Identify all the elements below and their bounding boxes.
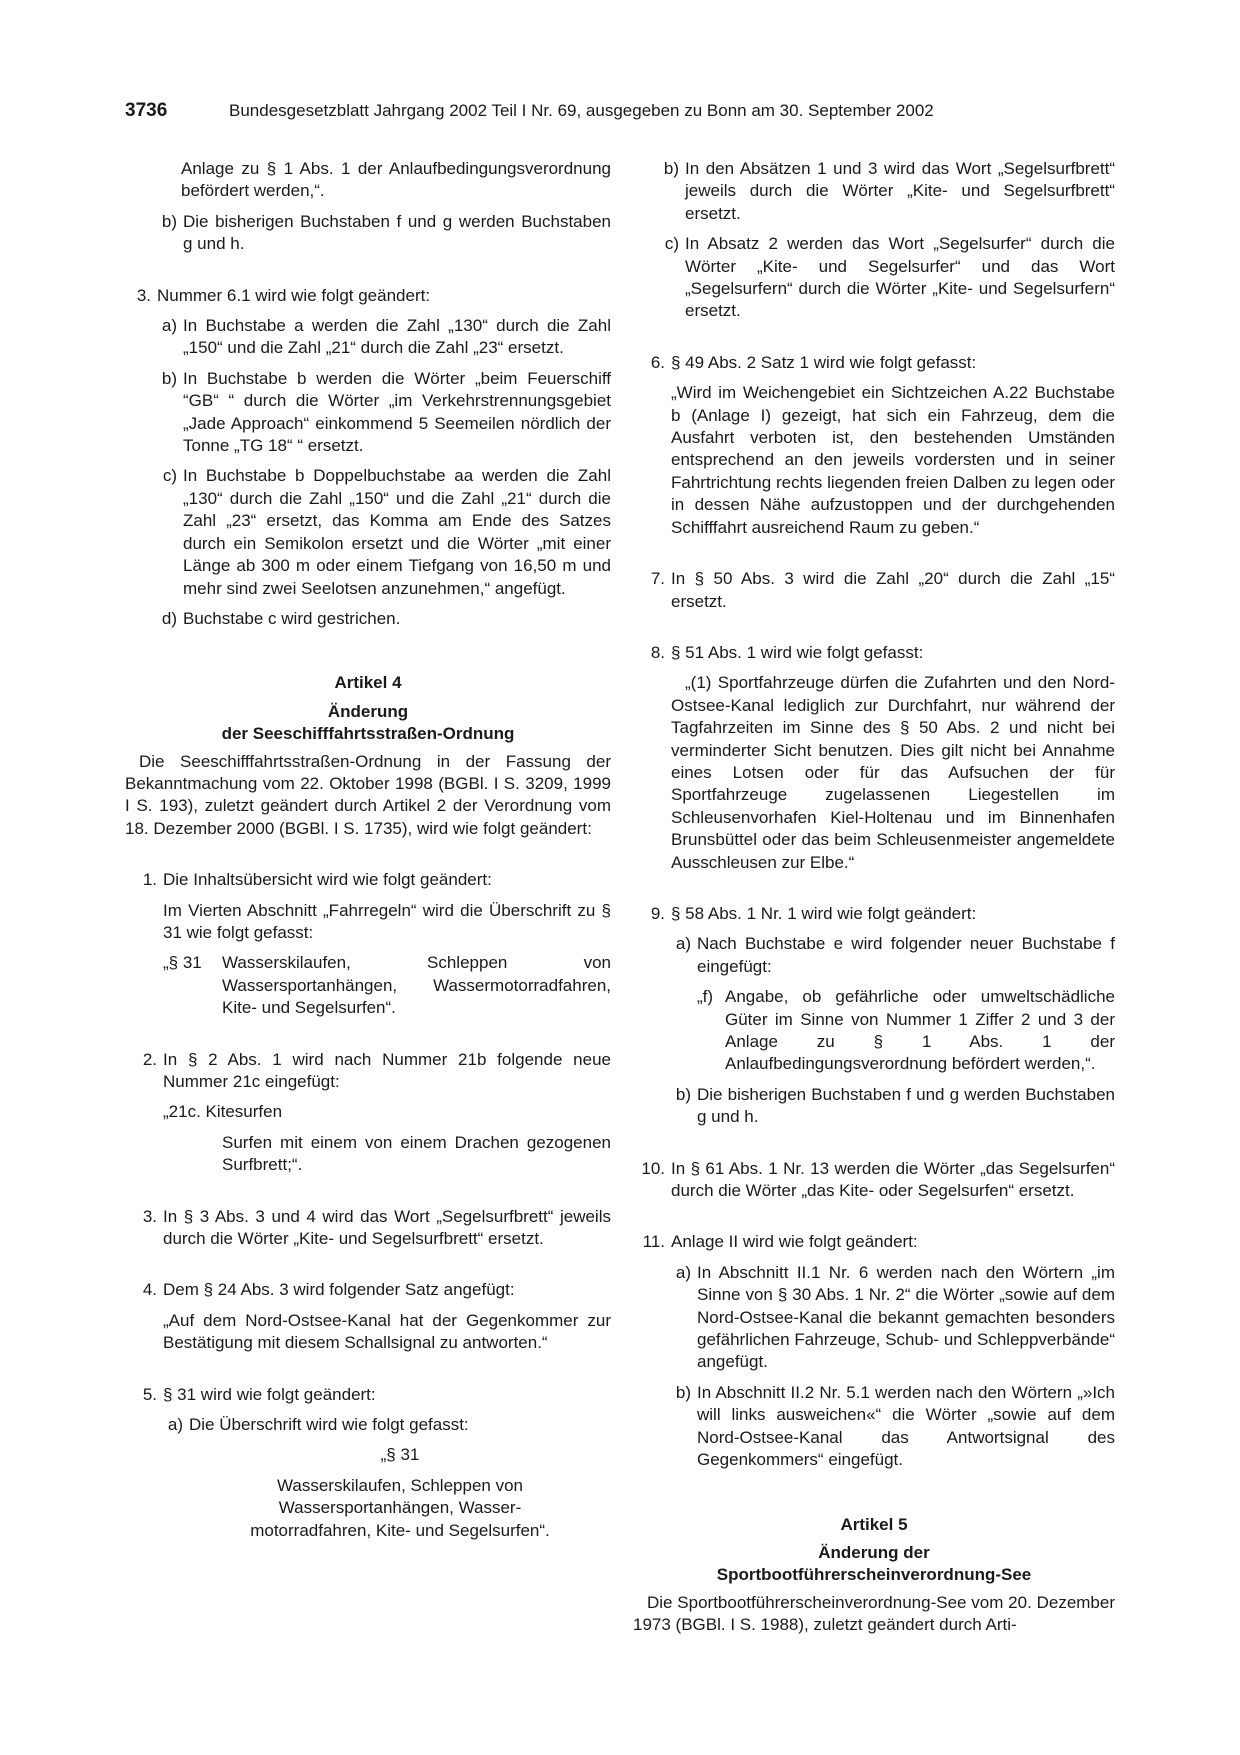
quote-text: Surfen mit einem von einem Drachen gezogenen Surfbrett;“.: [222, 1132, 611, 1175]
list-item: [633, 642, 1115, 664]
item-label: c): [162, 466, 177, 486]
list-item: [633, 903, 1115, 925]
page-number: 3736: [125, 100, 168, 121]
article-label: Artikel 4: [334, 673, 402, 693]
left-column: [125, 158, 611, 1542]
quote-label: „§ 31: [163, 953, 202, 973]
item-label: 6.: [650, 352, 665, 372]
item-label: 2.: [142, 1049, 157, 1069]
list-item: [671, 933, 1115, 978]
list-item: [131, 1279, 611, 1301]
right-column: [633, 158, 1115, 1637]
list-item: [157, 368, 611, 458]
item-label: b): [675, 1084, 691, 1104]
list-item: [633, 1158, 1115, 1203]
page-header: [125, 100, 1115, 126]
item-text: Die bisherigen Buchstaben f und g werden Buchstaben g und h.: [697, 1084, 1115, 1127]
item-label: 5.: [142, 1384, 157, 1404]
quote-text: Wassersportanhängen, Wasser-: [278, 1498, 522, 1518]
list-item: [659, 233, 1115, 323]
article-title: der Seeschifffahrtsstraßen-Ordnung: [221, 724, 515, 744]
quote-text: Angabe, ob gefährliche oder umweltschädliche Güter im Sinne von Nummer 1 Ziffer 2 und 3 der Anlage zu § 1 Abs. 1 der Anlaufbedingungsverordnung befördert werden,“.: [725, 987, 1115, 1074]
quote-item: [163, 952, 611, 1019]
item-text: In § 61 Abs. 1 Nr. 13 werden die Wörter „das Segelsurfen“ durch die Wörter „das Kite- oder Segelsurfen“ ersetzt.: [671, 1158, 1115, 1201]
list-item: [157, 608, 611, 630]
item-label: d): [161, 608, 177, 628]
item-text: In § 3 Abs. 3 und 4 wird das Wort „Segelsurfbrett“ jeweils durch die Wörter „Kite- und Segelsurfbrett“ ersetzt.: [163, 1206, 611, 1249]
quote-text: motorradfahren, Kite- und Segelsurfen“.: [250, 1520, 550, 1540]
article-intro: Die Seeschifffahrtsstraßen-Ordnung in der Fassung der Bekanntmachung vom 22. Oktober 1998 (BGBl. I S. 3209, 1999 I S. 193), zuletzt geändert durch Artikel 2 der Verordnung vom 18. Dezember 2000 (BGBl. I S. 1735), wird wie folgt geändert:: [125, 751, 611, 838]
item-label: a): [167, 1415, 183, 1435]
item-label: 3.: [142, 1206, 157, 1226]
list-item: [131, 1384, 611, 1406]
item-text: In den Absätzen 1 und 3 wird das Wort „Segelsurfbrett“ jeweils durch die Wörter „Kite- und Segelsurfbrett“ ersetzt.: [685, 159, 1115, 223]
list-item: [131, 869, 611, 891]
header-title: Bundesgesetzblatt Jahrgang 2002 Teil I Nr. 69, ausgegeben zu Bonn am 30. September 2002: [229, 101, 934, 120]
list-item: [633, 1231, 1115, 1253]
list-item: [671, 1382, 1115, 1472]
list-item: [633, 568, 1115, 613]
list-item: [671, 1262, 1115, 1374]
item-label: b): [161, 211, 177, 231]
item-label: 4.: [142, 1280, 157, 1300]
item-text: § 51 Abs. 1 wird wie folgt gefasst:: [671, 642, 924, 662]
quote-text: „21c. Kitesurfen: [163, 1102, 283, 1122]
item-label: b): [663, 159, 679, 178]
continued-text: Anlage zu § 1 Abs. 1 der Anlaufbedingungsverordnung befördert werden,“.: [181, 159, 611, 201]
item-label: b): [675, 1382, 691, 1402]
article-title: Änderung: [327, 701, 409, 721]
item-label: c): [664, 234, 679, 254]
item-text: In Buchstabe b werden die Wörter „beim Feuerschiff “GB“ “ durch die Wörter „im Verkehrstrennungsgebiet „Jade Approach“ einkommend 5 Seemeilen nördlich der Tonne „TG 18“ “ ersetzt.: [183, 368, 611, 456]
list-item: [671, 1084, 1115, 1129]
article-title: Änderung der: [818, 1542, 930, 1562]
item-text: In Abschnitt II.2 Nr. 5.1 werden nach den Wörtern „»Ich will links ausweichen«“ die Wörter „sowie auf dem Nord-Ostsee-Kanal das Antwortsignal des Gegenkommers“ eingefügt.: [697, 1382, 1115, 1470]
quote-heading: „§ 31: [380, 1445, 420, 1465]
list-item: [125, 285, 611, 307]
list-item: [633, 352, 1115, 374]
item-text: § 58 Abs. 1 Nr. 1 wird wie folgt geändert:: [671, 903, 977, 923]
item-text: Die Inhaltsübersicht wird wie folgt geändert:: [163, 870, 492, 890]
item-label: a): [675, 1262, 691, 1282]
sub-text: Im Vierten Abschnitt „Fahrregeln“ wird die Überschrift zu § 31 wie folgt gefasst:: [163, 900, 611, 942]
article-intro: Die Sportbootführerscheinverordnung-See vom 20. Dezember 1973 (BGBl. I S. 1988), zuletzt geändert durch Arti-: [633, 1592, 1115, 1635]
article-title: Sportbootführerscheinverordnung-See: [716, 1565, 1032, 1585]
quote-item: [697, 986, 1115, 1076]
item-text: In Absatz 2 werden das Wort „Segelsurfer“ durch die Wörter „Kite- und Segelsurfer“ und das Wort „Segelsurfern“ durch die Wörter „Kite- und Segelsurfern“ ersetzt.: [685, 234, 1115, 321]
item-text: In Buchstabe a werden die Zahl „130“ durch die Zahl „150“ und die Zahl „21“ durch die Zahl „23“ ersetzt.: [183, 316, 611, 358]
item-text: Buchstabe c wird gestrichen.: [183, 608, 401, 628]
item-text: Nummer 6.1 wird wie folgt geändert:: [157, 285, 431, 305]
list-item: [157, 315, 611, 360]
item-text: In Abschnitt II.1 Nr. 6 werden nach den Wörtern „im Sinne von § 30 Abs. 1 Nr. 2“ die Wörter „sowie auf dem Nord-Ostsee-Kanal die bekannt gemachten besonders gefährlichen Fahrzeuge, Schub- und Schleppverbände“ angefügt.: [697, 1262, 1115, 1372]
article-label: Artikel 5: [840, 1514, 908, 1534]
item-text: Die bisherigen Buchstaben f und g werden Buchstaben g und h.: [183, 211, 611, 254]
quote-text: „Wird im Weichengebiet ein Sichtzeichen A.22 Buchstabe b (Anlage I) gezeigt, hat sich ein Fahrzeug, dem die Ausfahrt verboten ist, den bestehenden Umständen entsprechend an den jeweils vordersten und in seiner Fahrtrichtung rechts liegenden freien Dalben zu legen oder in dessen Nähe aufzustoppen und der durchgehenden Schifffahrt ausreichend Raum zu geben.“: [671, 383, 1115, 537]
item-text: In § 50 Abs. 3 wird die Zahl „20“ durch die Zahl „15“ ersetzt.: [671, 569, 1115, 611]
quote-text: „(1) Sportfahrzeuge dürfen die Zufahrten und den Nord-Ostsee-Kanal lediglich zur Durchfahrt, nur während der Tagfahrzeiten im Sinne des § 50 Abs. 2 und nicht bei verminderter Sicht benutzen. Dies gilt nicht bei Annahme eines Lotsen oder für das Aufsuchen der für Sportfahrzeuge zugelassenen Liegestellen im Schleusenvorhafen Kiel-Holtenau und im Binnenhafen Brunsbüttel oder das beim Schleusenmeister angemeldete Ausschleusen zur Elbe.“: [671, 673, 1115, 872]
item-label: 1.: [142, 870, 157, 890]
item-label: a): [161, 316, 177, 336]
item-label: 7.: [650, 569, 665, 589]
item-label: a): [675, 934, 691, 954]
quote-label: „f): [697, 987, 714, 1007]
list-item: [157, 465, 611, 599]
item-text: Die Überschrift wird wie folgt gefasst:: [189, 1415, 469, 1435]
item-label: 3.: [136, 285, 151, 305]
list-item: [157, 211, 611, 256]
item-text: Nach Buchstabe e wird folgender neuer Buchstabe f eingefügt:: [697, 934, 1115, 976]
list-item: [163, 1414, 611, 1436]
quote-text: „Auf dem Nord-Ostsee-Kanal hat der Gegenkommer zur Bestätigung mit diesem Schallsignal zu antworten.“: [163, 1310, 611, 1353]
item-text: In Buchstabe b Doppelbuchstabe aa werden die Zahl „130“ durch die Zahl „150“ und die Zahl „21“ durch die Zahl „23“ ersetzt, das Komma am Ende des Satzes durch ein Semikolon ersetzt und die Wörter „mit einer Länge ab 300 m oder einem Tiefgang von 16,50 m und mehr sind zwei Seelotsen anzunehmen,“ angefügt.: [183, 466, 611, 598]
item-label: b): [161, 368, 177, 388]
item-label: 11.: [642, 1232, 665, 1252]
list-item: [659, 158, 1115, 225]
item-label: 9.: [650, 903, 665, 923]
item-text: § 49 Abs. 2 Satz 1 wird wie folgt gefasst:: [671, 352, 977, 372]
quote-text: Wasserskilaufen, Schleppen von: [276, 1475, 523, 1495]
list-item: [131, 1049, 611, 1094]
quote-text: Wasserskilaufen, Schleppen von Wassersportanhängen, Wassermotorradfahren, Kite- und Segelsurfen“.: [222, 953, 611, 1018]
item-text: Dem § 24 Abs. 3 wird folgender Satz angefügt:: [163, 1280, 515, 1300]
item-text: In § 2 Abs. 1 wird nach Nummer 21b folgende neue Nummer 21c eingefügt:: [163, 1049, 611, 1091]
item-text: Anlage II wird wie folgt geändert:: [671, 1232, 918, 1252]
list-item: [131, 1206, 611, 1251]
item-label: 10.: [641, 1158, 665, 1178]
item-text: § 31 wird wie folgt geändert:: [163, 1384, 376, 1404]
item-label: 8.: [650, 642, 665, 662]
